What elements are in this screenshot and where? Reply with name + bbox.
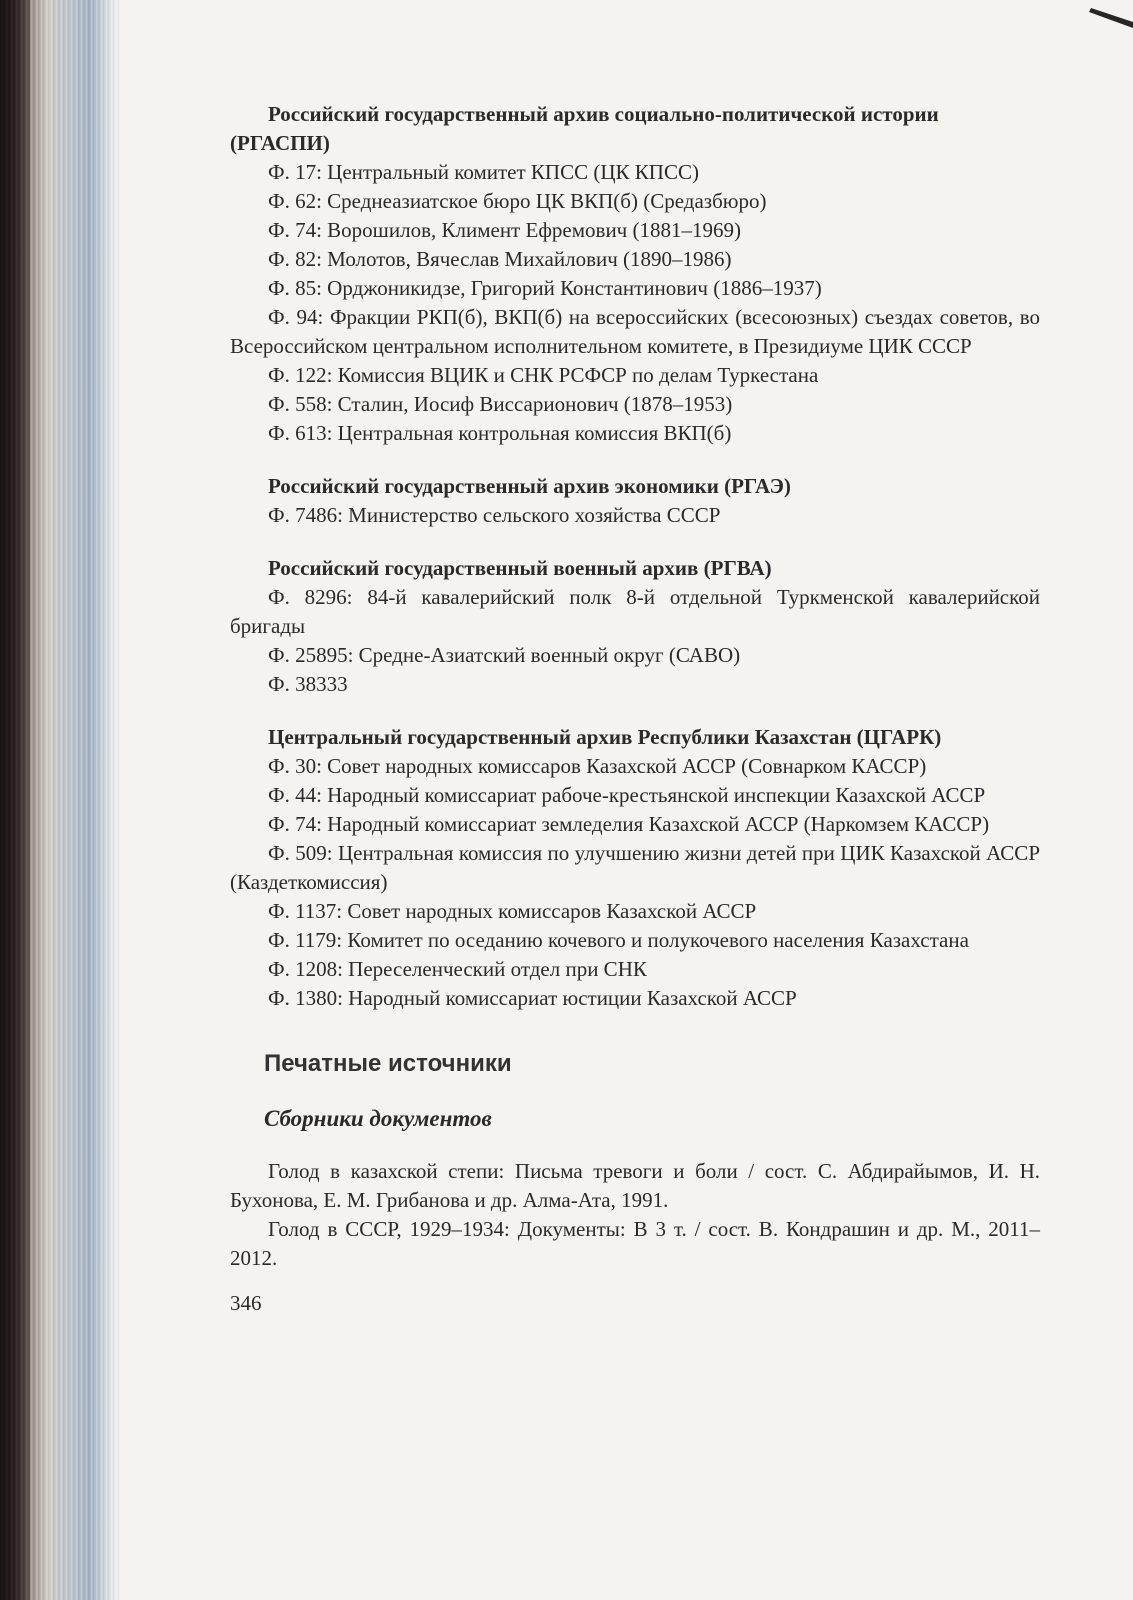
- printed-sources-heading: Печатные источники: [264, 1050, 512, 1077]
- fond-entry: Ф. 94: Фракции РКП(б), ВКП(б) на всероссийских (всесоюзных) съездах советов, во Всероссийском центральном исполнительном комитете, в Президиуме ЦИК СССР: [230, 305, 1040, 358]
- archive-heading: Российский государственный военный архив (РГВА): [268, 556, 772, 580]
- book-page: [230, 100, 1040, 1318]
- fond-entry: Ф. 7486: Министерство сельского хозяйства СССР: [268, 503, 721, 527]
- page-corner-mark: [1083, 0, 1133, 30]
- fond-entry: Ф. 122: Комиссия ВЦИК и СНК РСФСР по делам Туркестана: [268, 363, 819, 387]
- fond-entry: Ф. 1179: Комитет по оседанию кочевого и полукочевого населения Казахстана: [268, 928, 969, 952]
- fond-entry: Ф. 82: Молотов, Вячеслав Михайлович (1890–1986): [268, 247, 732, 271]
- fond-entry: Ф. 17: Центральный комитет КПСС (ЦК КПСС): [268, 160, 699, 184]
- fond-entry: Ф. 30: Совет народных комиссаров Казахской АССР (Совнарком КАССР): [268, 754, 927, 778]
- archive-section: [230, 472, 1040, 530]
- book-spine-shadow: [0, 0, 30, 1600]
- fond-entry: Ф. 25895: Средне-Азиатский военный округ (САВО): [268, 643, 741, 667]
- archive-list: [230, 100, 1040, 1013]
- fond-entry: Ф. 1137: Совет народных комиссаров Казахской АССР: [268, 899, 757, 923]
- bibliography-list: [230, 1157, 1040, 1273]
- fond-entry: Ф. 509: Центральная комиссия по улучшению жизни детей при ЦИК Казахской АССР (Каздеткомиссия): [230, 841, 1040, 894]
- fond-entry: Ф. 1208: Переселенческий отдел при СНК: [268, 957, 647, 981]
- fond-entry: Ф. 613: Центральная контрольная комиссия ВКП(б): [268, 421, 732, 445]
- fond-entry: Ф. 1380: Народный комиссариат юстиции Казахской АССР: [268, 986, 797, 1010]
- fond-entry: Ф. 38333: [268, 672, 348, 696]
- archive-heading: Российский государственный архив социально-политической истории (РГАСПИ): [230, 102, 939, 155]
- fond-entry: Ф. 558: Сталин, Иосиф Виссарионович (1878–1953): [268, 392, 733, 416]
- fond-entry: Ф. 85: Орджоникидзе, Григорий Константинович (1886–1937): [268, 276, 822, 300]
- fond-entry: Ф. 74: Ворошилов, Климент Ефремович (1881–1969): [268, 218, 741, 242]
- collections-heading: Сборники документов: [264, 1106, 492, 1131]
- bibliography-entry: Голод в казахской степи: Письма тревоги и боли / сост. С. Абдирайымов, И. Н. Бухонова, Е. М. Грибанова и др. Алма-Ата, 1991.: [230, 1159, 1040, 1212]
- archive-section: [230, 100, 1040, 448]
- bibliography-entry: Голод в СССР, 1929–1934: Документы: В 3 т. / сост. В. Кондрашин и др. М., 2011–2012.: [230, 1217, 1040, 1270]
- fond-entry: Ф. 74: Народный комиссариат земледелия Казахской АССР (Наркомзем КАССР): [268, 812, 990, 836]
- fond-entry: Ф. 8296: 84-й кавалерийский полк 8-й отдельной Туркменской кавалерийской бригады: [230, 585, 1040, 638]
- archive-heading: Российский государственный архив экономики (РГАЭ): [268, 474, 791, 498]
- fond-entry: Ф. 62: Среднеазиатское бюро ЦК ВКП(б) (Средазбюро): [268, 189, 767, 213]
- archive-section: [230, 723, 1040, 1013]
- fond-entry: Ф. 44: Народный комиссариат рабоче-крестьянской инспекции Казахской АССР: [268, 783, 986, 807]
- archive-heading: Центральный государственный архив Республики Казахстан (ЦГАРК): [268, 725, 942, 749]
- page-number: 346: [230, 1291, 262, 1315]
- archive-section: [230, 554, 1040, 699]
